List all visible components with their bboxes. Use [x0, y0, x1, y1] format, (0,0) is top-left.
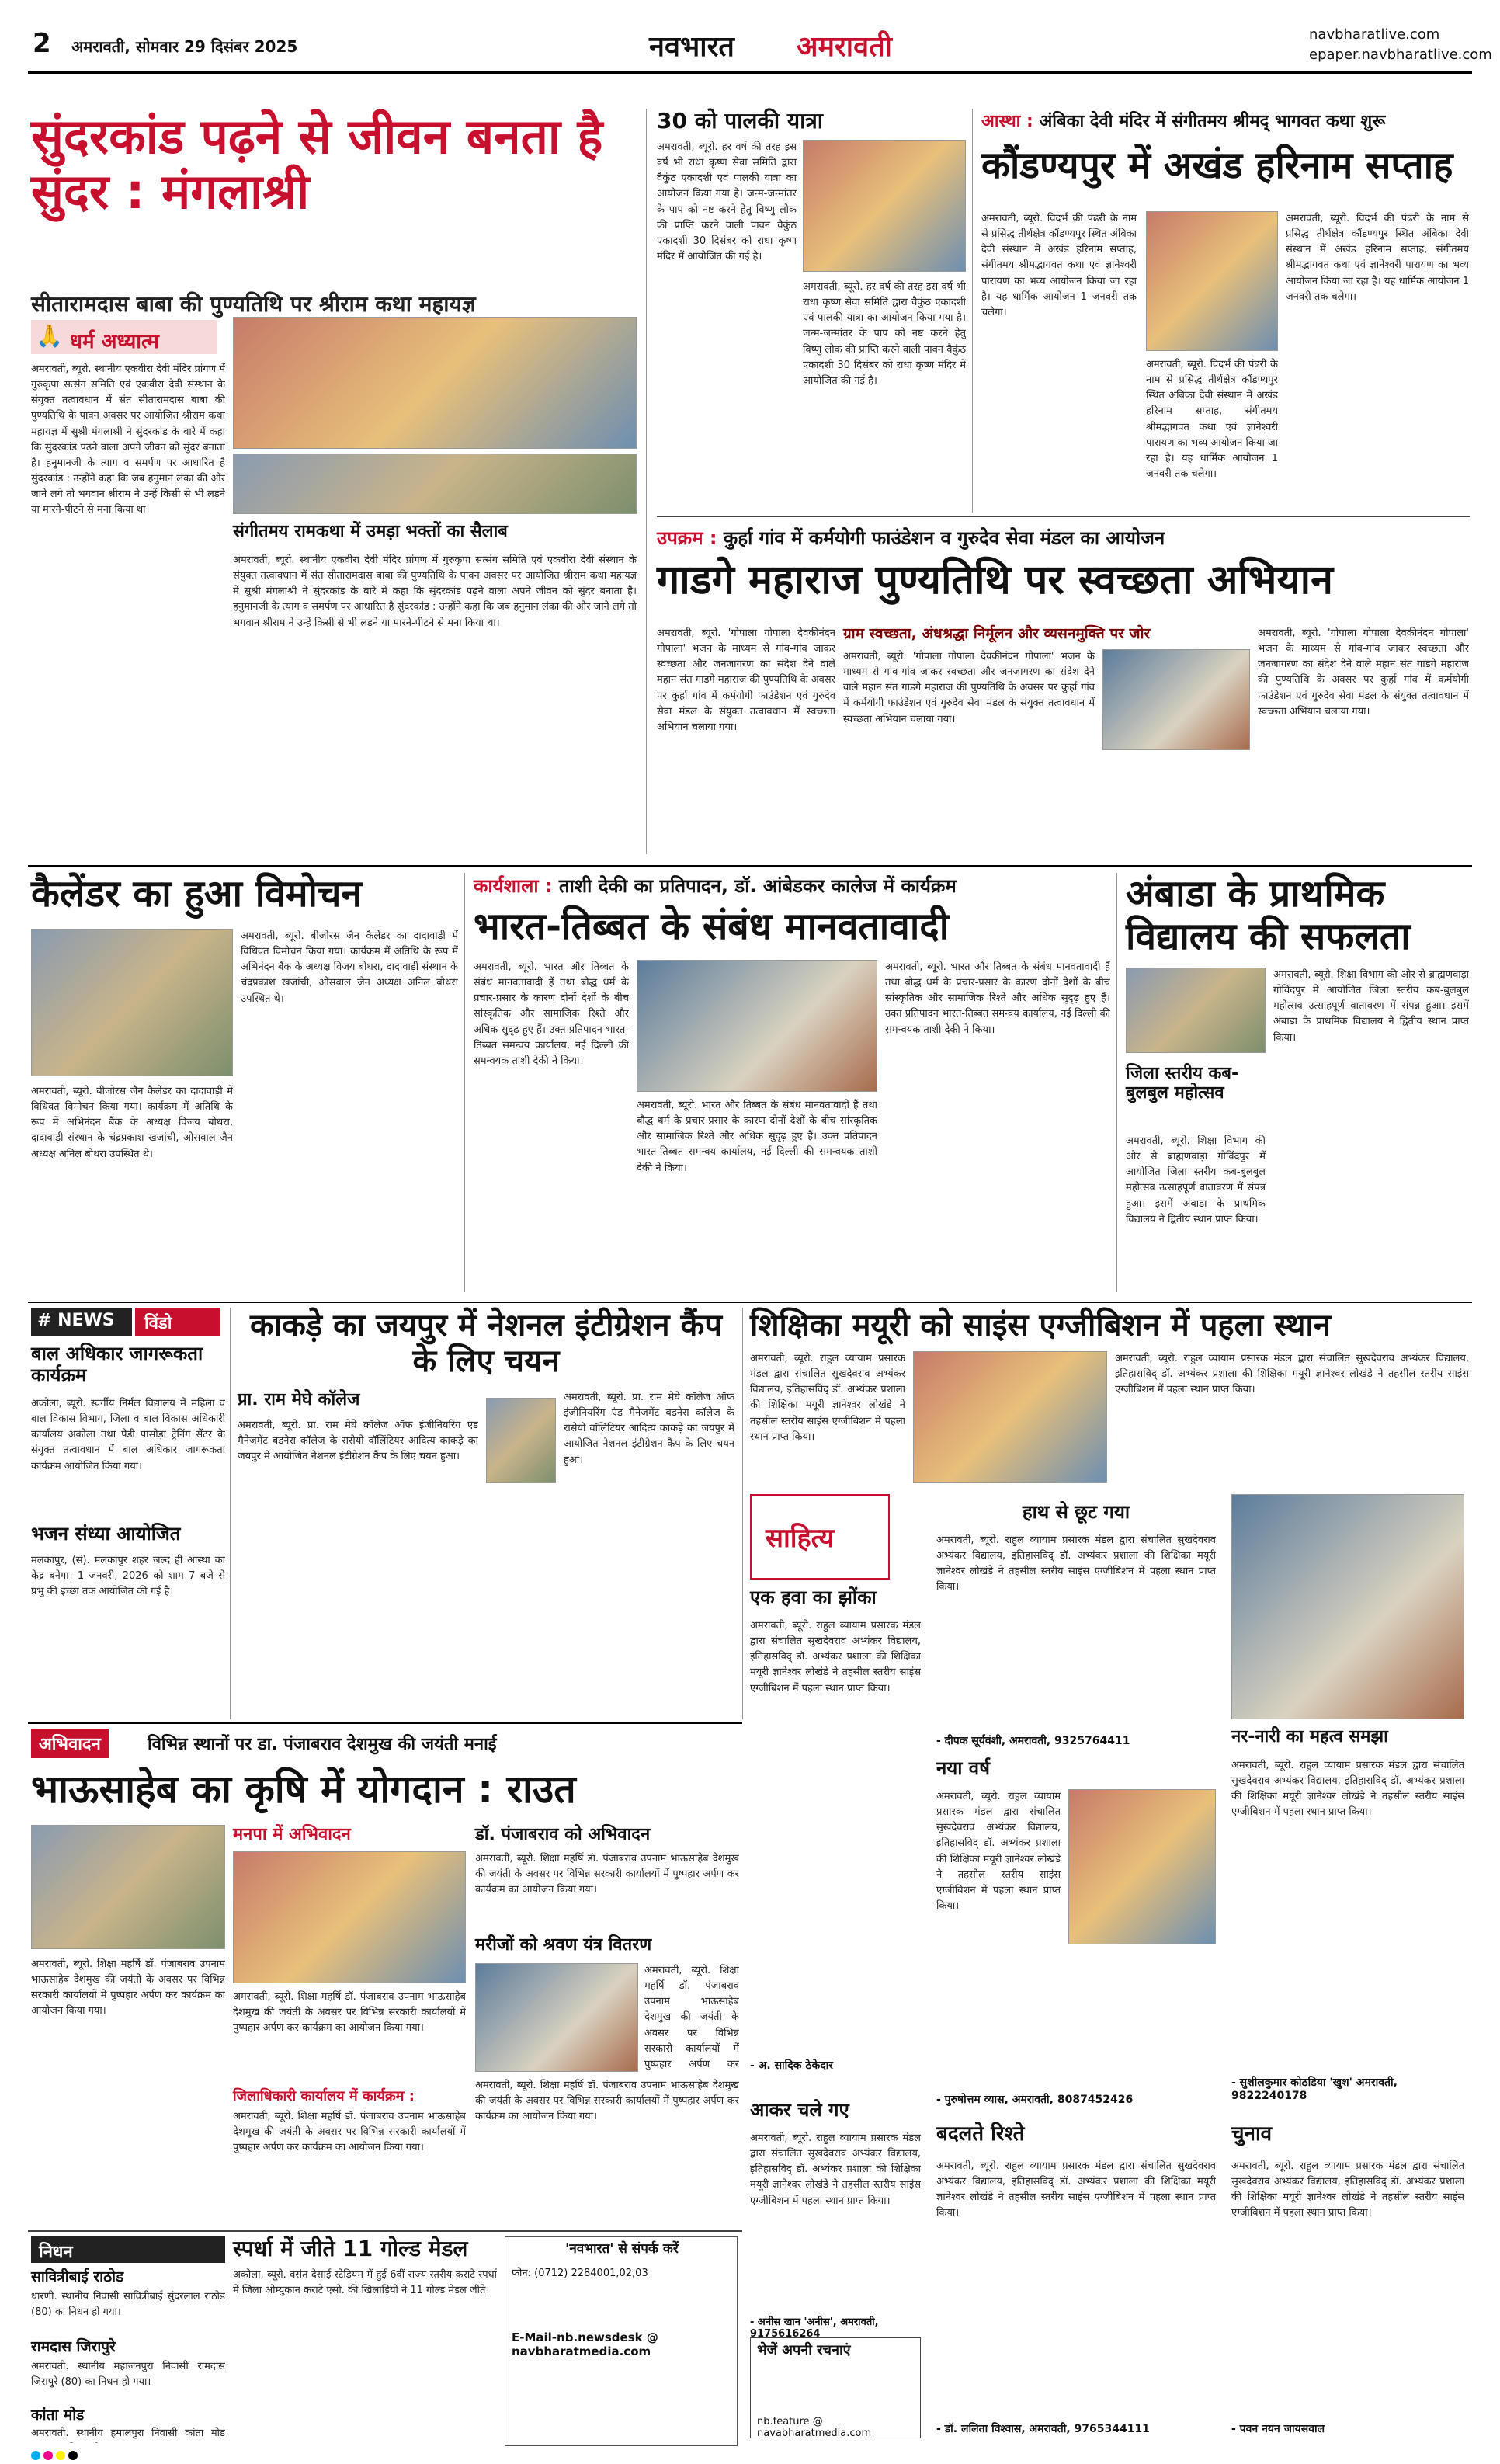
rule	[657, 516, 1470, 517]
rule	[28, 1302, 1472, 1303]
article-body-palki: अमरावती, ब्यूरो. हर वर्ष की तरह इस वर्ष भी राधा कृष्ण सेवा समिति द्वारा वैकुंठ एकादशी एवं पालकी यात्रा का आयोजन किया गया है। जन्म-जन्मांतर के पाप को नष्ट करने हेतु विष्णु लोक की प्राप्ति करने वाली पावन वैकुंठ एकादशी 30 दिसंबर को राधा कृष्ण मंदिर में आयोजित की गई है।	[657, 141, 797, 262]
headline-harinam: कौंडण्यपुर में अखंड हरिनाम सप्ताह	[981, 144, 1453, 187]
sahitya-logo: साहित्य	[750, 1494, 890, 1580]
poem-body-7: अमरावती, ब्यूरो. राहुल व्यायाम प्रसारक मंडल द्वारा संचालित सुखदेवराव अभ्यंकर विद्यालय, इतिहासविद् डॉ. अभ्यंकर प्रशाला की शिक्षिका मयूरी ज्ञानेश्वर लोखंडे ने तहसील स्तरीय साइंस एग्जीबिशन में पहला स्थान प्राप्त किया।	[1231, 2160, 1464, 2219]
news-title-2: भजन संध्या आयोजित	[31, 1523, 181, 1545]
poem-title-5: बदलते रिश्ते	[936, 2122, 1025, 2146]
poem-title-1: एक हवा का झोंका	[750, 1586, 877, 1608]
photo-kakde	[486, 1398, 556, 1483]
contact-phone: फोन: (0712) 2284001,02,03	[512, 2268, 648, 2279]
poem-title-2: हाथ से छूट गया	[1022, 1501, 1130, 1523]
poem-author-7: - पवन नयन जायसवाल	[1231, 2423, 1325, 2435]
poem-author-4: - अनीस खान 'अनीस', अमरावती, 9175616264	[750, 2316, 879, 2340]
article-body-gold-medal: अकोला, ब्यूरो. वसंत देसाई स्टेडियम में हुई 6वीं राज्य स्तरीय कराटे स्पर्धा में जिला ओम्युकान कराटे एसो. की खिलाड़ियों ने 11 गोल्ड मेडल जीते।	[233, 2269, 497, 2297]
photo-radha-krishna	[803, 140, 966, 272]
headline-gadge-maharaj: गाडगे महाराज पुण्यतिथि पर स्वच्छता अभियान	[657, 557, 1333, 603]
poem-title-7: चुनाव	[1231, 2122, 1273, 2146]
article-body-shravan-2: अमरावती, ब्यूरो. शिक्षा महर्षि डॉ. पंजाबराव उपनाम भाऊसाहेब देशमुख की जयंती के अवसर पर विभिन्न सरकारी कार्यालयों में पुष्पहार अर्पण कर कार्यक्रम का आयोजन किया गया।	[475, 2080, 739, 2123]
nidhan-box	[31, 2236, 225, 2446]
article-body-tibbat-2: अमरावती, ब्यूरो. भारत और तिब्बत के संबंध मानवतावादी हैं तथा बौद्ध धर्म के प्रचार-प्रसार के कारण दोनों देशों के बीच सांस्कृतिक और सामाजिक रिश्ते और अधिक सुदृढ़ हुए हैं। उक्त प्रतिपादन भारत-तिब्बत समन्वय कार्यालय, नई दिल्ली की समन्वयक ताशी देकी ने किया।	[637, 1100, 877, 1174]
masthead	[28, 23, 1492, 68]
column-divider	[230, 1308, 231, 1719]
subhead-collectorate: जिलाधिकारी कार्यालय में कार्यक्रम :	[233, 2088, 415, 2104]
obit-name-1: सावित्रीबाई राठोड	[31, 2268, 124, 2285]
poem-author-5: - डॉ. ललिता विश्वास, अमरावती, 9765344111	[936, 2423, 1150, 2435]
photo-deshmukh-2	[233, 1851, 466, 1983]
column-divider	[972, 109, 973, 513]
headline-calendar: कैलेंडर का हुआ विमोचन	[31, 872, 363, 916]
news-window	[31, 1308, 225, 1719]
obit-name-2: रामदास जिरापुरे	[31, 2338, 116, 2355]
article-body-calendar-2: अमरावती, ब्यूरो. बीजोरस जैन कैलेंडर का दादावाड़ी में विधिवत विमोचन किया गया। कार्यक्रम में अतिथि के रूप में अभिनंदन बैंक के अध्यक्ष विजय बोथरा, दादावाड़ी संस्थान के चंद्रप्रकाश खजांची, ओसवाल जैन अध्यक्ष अनिल बोथरा उपस्थित थे।	[241, 930, 458, 1005]
obit-body-2: अमरावती. स्थानीय महाजनपुरा निवासी रामदास जिरापुरे (80) का निधन हो गया।	[31, 2361, 225, 2389]
obit-name-3: कांता मोड	[31, 2407, 85, 2424]
article-body-bhausaheb: अमरावती, ब्यूरो. शिक्षा महर्षि डॉ. पंजाबराव उपनाम भाऊसाहेब देशमुख की जयंती के अवसर पर विभिन्न सरकारी कार्यालयों में पुष्पहार अर्पण कर कार्यक्रम का आयोजन किया गया।	[31, 1958, 225, 2017]
contact-email[interactable]: E-Mail-nb.newsdesk @ navbharatmedia.com	[512, 2330, 658, 2358]
rule	[28, 865, 1472, 867]
photo-hearing-aid	[475, 1963, 638, 2072]
send-rachnaye-box: भेजें अपनी रचनाएं nb.feature @ navabharatmedia.com	[750, 2337, 921, 2438]
article-body-harinam-3: अमरावती, ब्यूरो. विदर्भ की पंढरी के नाम से प्रसिद्ध तीर्थक्षेत्र कौंडण्यपुर स्थित अंबिका देवी संस्थान में अखंड हरिनाम सप्ताह, संगीतमय श्रीमद्भागवत कथा एवं ज्ञानेश्वरी पारायण का भव्य आयोजन किया जा रहा है। यह धार्मिक आयोजन 1 जनवरी तक चलेगा।	[1286, 213, 1469, 303]
headline-bharat-tibbat: भारत-तिब्बत के संबंध मानवतावादी	[474, 905, 950, 948]
column-divider	[464, 873, 465, 1292]
article-body-kakde: अमरावती, ब्यूरो. प्रा. राम मेघे कॉलेज ऑफ इंजीनियरिंग एंड मैनेजमेंट बडनेरा कॉलेज के रासेयो वॉलिंटियर आदित्य काकड़े का जयपुर में आयोजित नेशनल इंटीग्रेशन कैंप के लिए चयन हुआ।	[238, 1420, 478, 1463]
page-date: अमरावती, सोमवार 29 दिसंबर 2025	[71, 37, 298, 56]
news-label: विंडो	[135, 1308, 220, 1336]
kicker-karyashala: कार्यशाला : ताशी देकी का प्रतिपादन, डॉ. आंबेडकर कालेज में कार्यक्रम	[474, 875, 957, 897]
photo-nar-nari-illustration	[1231, 1494, 1464, 1719]
article-body-shravan: अमरावती, ब्यूरो. शिक्षा महर्षि डॉ. पंजाबराव उपनाम भाऊसाहेब देशमुख की जयंती के अवसर पर विभिन्न सरकारी कार्यालयों में पुष्पहार अर्पण कर	[644, 1965, 739, 2070]
poem-title-6: नर-नारी का महत्व समझा	[1231, 1727, 1388, 1746]
article-body-ambada-2: अमरावती, ब्यूरो. शिक्षा विभाग की ओर से ब्राह्मणवाड़ा गोविंदपुर में आयोजित जिला स्तरीय कब-बुलबुल महोत्सव उत्साहपूर्ण वातावरण में संपन्न हुआ। इसमें अंबाडा के प्राथमिक विद्यालय ने द्वितीय स्थान प्राप्त किया।	[1273, 969, 1469, 1044]
poem-author-2: - दीपक सूर्यवंशी, अमरावती, 9325764411	[936, 1735, 1130, 1747]
page-number: 2	[33, 28, 51, 59]
poem-body-4: अमरावती, ब्यूरो. राहुल व्यायाम प्रसारक मंडल द्वारा संचालित सुखदेवराव अभ्यंकर विद्यालय, इतिहासविद् डॉ. अभ्यंकर प्रशाला की शिक्षिका मयूरी ज्ञानेश्वर लोखंडे ने तहसील स्तरीय साइंस एग्जीबिशन में पहला स्थान प्राप्त किया।	[750, 2132, 921, 2207]
caption-ramkatha: संगीतमय रामकथा में उमड़ा भक्तों का सैलाब	[233, 522, 508, 541]
rule	[28, 2230, 742, 2232]
photo-calendar-launch	[31, 929, 233, 1076]
poem-title-4: आकर चले गए	[750, 2099, 849, 2121]
masthead-rule	[28, 71, 1472, 74]
article-body-manpa: अमरावती, ब्यूरो. शिक्षा महर्षि डॉ. पंजाबराव उपनाम भाऊसाहेब देशमुख की जयंती के अवसर पर विभिन्न सरकारी कार्यालयों में पुष्पहार अर्पण कर कार्यक्रम का आयोजन किया गया।	[233, 1991, 466, 2035]
nidhan-title: निधन	[39, 2243, 73, 2262]
headline-gold-medal: स्पर्धा में जीते 11 गोल्ड मेडल	[233, 2236, 468, 2261]
headline-mayuri: शिक्षिका मयूरी को साइंस एग्जीबिशन में पहला स्थान	[750, 1308, 1331, 1343]
photo-tibbat-workshop	[637, 960, 877, 1092]
sahitya-section	[750, 1494, 1470, 2446]
subhead-panjabrao: डॉ. पंजाबराव को अभिवादन	[475, 1825, 651, 1844]
poem-title-3: नया वर्ष	[936, 1757, 991, 1779]
subhead-shravan-yantra: मरीजों को श्रवण यंत्र वितरण	[475, 1935, 652, 1955]
article-body-tibbat-3: अमरावती, ब्यूरो. भारत और तिब्बत के संबंध मानवतावादी हैं तथा बौद्ध धर्म के प्रचार-प्रसार के कारण दोनों देशों के बीच सांस्कृतिक और सामाजिक रिश्ते और अधिक सुदृढ़ हुए हैं। उक्त प्रतिपादन भारत-तिब्बत समन्वय कार्यालय, नई दिल्ली की समन्वयक ताशी देकी ने किया।	[885, 961, 1110, 1036]
subhead-manpa: मनपा में अभिवादन	[233, 1825, 351, 1844]
subhead-gram-swachhata: ग्राम स्वच्छता, अंधश्रद्धा निर्मूलन और व्यसनमुक्ति पर जोर	[843, 625, 1151, 642]
photo-deshmukh-1	[31, 1825, 225, 1949]
poem-body-3: अमरावती, ब्यूरो. राहुल व्यायाम प्रसारक मंडल द्वारा संचालित सुखदेवराव अभ्यंकर विद्यालय, इतिहासविद् डॉ. अभ्यंकर प्रशाला की शिक्षिका मयूरी ज्ञानेश्वर लोखंडे ने तहसील स्तरीय साइंस एग्जीबिशन में पहला स्थान प्राप्त किया।	[936, 1791, 1061, 1912]
article-body-harinam: अमरावती, ब्यूरो. विदर्भ की पंढरी के नाम से प्रसिद्ध तीर्थक्षेत्र कौंडण्यपुर स्थित अंबिका देवी संस्थान में अखंड हरिनाम सप्ताह, संगीतमय श्रीमद्भागवत कथा एवं ज्ञानेश्वरी पारायण का भव्य आयोजन किया जा रहा है। यह धार्मिक आयोजन 1 जनवरी तक चलेगा।	[981, 213, 1137, 318]
contact-title: 'नवभारत' से संपर्क करें	[565, 2241, 679, 2257]
column-divider	[742, 1308, 743, 1719]
poem-body-1: अमरावती, ब्यूरो. राहुल व्यायाम प्रसारक मंडल द्वारा संचालित सुखदेवराव अभ्यंकर विद्यालय, इतिहासविद् डॉ. अभ्यंकर प्रशाला की शिक्षिका मयूरी ज्ञानेश्वर लोखंडे ने तहसील स्तरीय साइंस एग्जीबिशन में पहला स्थान प्राप्त किया।	[750, 1620, 921, 1694]
photo-ramkatha-audience	[233, 454, 637, 514]
poem-author-1: - अ. सादिक ठेकेदार	[750, 2059, 834, 2072]
article-body-ambada: अमरावती, ब्यूरो. शिक्षा विभाग की ओर से ब्राह्मणवाड़ा गोविंदपुर में आयोजित जिला स्तरीय कब-बुलबुल महोत्सव उत्साहपूर्ण वातावरण में संपन्न हुआ। इसमें अंबाडा के प्राथमिक विद्यालय ने द्वितीय स्थान प्राप्त किया।	[1126, 1135, 1266, 1225]
city-name: अमरावती	[797, 31, 892, 63]
article-body-collectorate: अमरावती, ब्यूरो. शिक्षा महर्षि डॉ. पंजाबराव उपनाम भाऊसाहेब देशमुख की जयंती के अवसर पर विभिन्न सरकारी कार्यालयों में पुष्पहार अर्पण कर कार्यक्रम का आयोजन किया गया।	[233, 2111, 466, 2154]
paper-name: नवभारत	[649, 31, 734, 63]
article-body-sundarkand: अमरावती, ब्यूरो. स्थानीय एकवीरा देवी मंदिर प्रांगण में गुरुकृपा सत्संग समिति एवं एकवीरा देवी संस्थान के संयुक्त तत्वावधान में संत सीतारामदास बाबा की पुण्यतिथि के पावन अवसर पर आयोजित श्रीराम कथा महायज्ञ में सुश्री मंगलाश्री ने सुंदरकांड के बारे में कहा कि सुंदरकांड पढ़ने वाला अपने जीवन को सुंदर बनाता है। हनुमानजी के त्याग व समर्पण पर आधारित है सुंदरकांड : उन्होंने कहा कि जब हनुमान लंका की ओर जाने लगे तो भगवान श्रीराम ने उन्हें किसी से भी लड़ने या मारने-पीटने से मना किया था।	[31, 363, 225, 516]
contact-box	[505, 2236, 738, 2446]
news-title-1: बाल अधिकार जागरूकता कार्यक्रम	[31, 1343, 203, 1386]
photo-ambika-devi	[1146, 211, 1278, 351]
epaper-link[interactable]: epaper.navbharatlive.com	[1309, 47, 1492, 63]
photo-swachhata	[1102, 649, 1250, 750]
praying-hands-icon: 🙏	[36, 323, 63, 349]
article-body-harinam-2: अमरावती, ब्यूरो. विदर्भ की पंढरी के नाम से प्रसिद्ध तीर्थक्षेत्र कौंडण्यपुर स्थित अंबिका देवी संस्थान में अखंड हरिनाम सप्ताह, संगीतमय श्रीमद्भागवत कथा एवं ज्ञानेश्वरी पारायण का भव्य आयोजन किया जा रहा है। यह धार्मिक आयोजन 1 जनवरी तक चलेगा।	[1146, 359, 1278, 480]
photo-ambada-school	[1126, 968, 1266, 1053]
article-body-gadge-2: अमरावती, ब्यूरो. 'गोपाला गोपाला देवकीनंदन गोपाला' भजन के माध्यम से गांव-गांव जाकर स्वच्छता और जनजागरण का संदेश देने वाले महान संत गाडगे महाराज की पुण्यतिथि के अवसर पर कुर्हा गांव में कर्मयोगी फाउंडेशन एवं गुरुदेव सेवा मंडल के संयुक्त तत्वावधान में स्वच्छता अभियान चलाया गया।	[843, 651, 1095, 725]
poem-author-3: - पुरुषोत्तम व्यास, अमरावती, 8087452426	[936, 2094, 1134, 2106]
column-divider	[646, 109, 647, 854]
photo-ramkatha-stage	[233, 317, 637, 449]
headline-sundarkand: सुंदरकांड पढ़ने से जीवन बनता है सुंदर : मंगलाश्री	[31, 108, 603, 221]
news-body-2: मलकापुर, (सं). मलकापुर शहर जल्द ही आस्था का केंद्र बनेगा। 1 जनवरी, 2026 को शाम 7 बजे से प्रभु की इच्छा तक आयोजित की गई है।	[31, 1555, 225, 1598]
article-body-tibbat: अमरावती, ब्यूरो. भारत और तिब्बत के संबंध मानवतावादी हैं तथा बौद्ध धर्म के प्रचार-प्रसार के कारण दोनों देशों के बीच सांस्कृतिक और सामाजिक रिश्ते और अधिक सुदृढ़ हुए हैं। उक्त प्रतिपादन भारत-तिब्बत समन्वय कार्यालय, नई दिल्ली की समन्वयक ताशी देकी ने किया।	[474, 961, 629, 1067]
kicker-abhivadan: अभिवादन विभिन्न स्थानों पर डा. पंजाबराव देशमुख की जयंती मनाई	[31, 1729, 738, 1758]
poem-body-2: अमरावती, ब्यूरो. राहुल व्यायाम प्रसारक मंडल द्वारा संचालित सुखदेवराव अभ्यंकर विद्यालय, इतिहासविद् डॉ. अभ्यंकर प्रशाला की शिक्षिका मयूरी ज्ञानेश्वर लोखंडे ने तहसील स्तरीय साइंस एग्जीबिशन में पहला स्थान प्राप्त किया।	[936, 1534, 1216, 1593]
obit-body-1: धारणी. स्थानीय निवासी सावित्रीबाई सुंदरलाल राठोड (80) का निधन हो गया।	[31, 2291, 225, 2319]
article-body-mayuri-2: अमरावती, ब्यूरो. राहुल व्यायाम प्रसारक मंडल द्वारा संचालित सुखदेवराव अभ्यंकर विद्यालय, इतिहासविद् डॉ. अभ्यंकर प्रशाला की शिक्षिका मयूरी ज्ञानेश्वर लोखंडे ने तहसील स्तरीय साइंस एग्जीबिशन में पहला स्थान प्राप्त किया।	[1115, 1353, 1469, 1396]
subhead-sitaramdas: सीतारामदास बाबा की पुण्यतिथि पर श्रीराम कथा महायज्ञ	[31, 291, 476, 317]
article-body-calendar: अमरावती, ब्यूरो. बीजोरस जैन कैलेंडर का दादावाड़ी में विधिवत विमोचन किया गया। कार्यक्रम में अतिथि के रूप में अभिनंदन बैंक के अध्यक्ष विजय बोथरा, दादावाड़ी संस्थान के चंद्रप्रकाश खजांची, ओसवाल जैन अध्यक्ष अनिल बोथरा उपस्थित थे।	[31, 1086, 233, 1160]
poem-body-6: अमरावती, ब्यूरो. राहुल व्यायाम प्रसारक मंडल द्वारा संचालित सुखदेवराव अभ्यंकर विद्यालय, इतिहासविद् डॉ. अभ्यंकर प्रशाला की शिक्षिका मयूरी ज्ञानेश्वर लोखंडे ने तहसील स्तरीय साइंस एग्जीबिशन में पहला स्थान प्राप्त किया।	[1231, 1760, 1464, 1819]
headline-bhausaheb: भाऊसाहेब का कृषि में योगदान : राउत	[31, 1767, 576, 1812]
photo-new-year-illustration	[1068, 1789, 1216, 1944]
photo-science-exhibition	[913, 1351, 1107, 1483]
article-body-gadge-3: अमरावती, ब्यूरो. 'गोपाला गोपाला देवकीनंदन गोपाला' भजन के माध्यम से गांव-गांव जाकर स्वच्छता और जनजागरण का संदेश देने वाले महान संत गाडगे महाराज की पुण्यतिथि के अवसर पर कुर्हा गांव में कर्मयोगी फाउंडेशन एवं गुरुदेव सेवा मंडल के संयुक्त तत्वावधान में स्वच्छता अभियान चलाया गया।	[1258, 627, 1469, 718]
article-body-gadge: अमरावती, ब्यूरो. 'गोपाला गोपाला देवकीनंदन गोपाला' भजन के माध्यम से गांव-गांव जाकर स्वच्छता और जनजागरण का संदेश देने वाले महान संत गाडगे महाराज की पुण्यतिथि के अवसर पर कुर्हा गांव में कर्मयोगी फाउंडेशन एवं गुरुदेव सेवा मंडल के संयुक्त तत्वावधान में स्वच्छता अभियान चलाया गया।	[657, 627, 835, 733]
subhead-cub-bulbul: जिला स्तरीय कब-बुलबुल महोत्सव	[1126, 1064, 1239, 1103]
article-body-kakde-2: अमरावती, ब्यूरो. प्रा. राम मेघे कॉलेज ऑफ इंजीनियरिंग एंड मैनेजमेंट बडनेरा कॉलेज के रासेयो वॉलिंटियर आदित्य काकड़े का जयपुर में आयोजित नेशनल इंटीग्रेशन कैंप के लिए चयन हुआ।	[564, 1392, 734, 1466]
rule	[28, 1722, 742, 1724]
poem-body-5: अमरावती, ब्यूरो. राहुल व्यायाम प्रसारक मंडल द्वारा संचालित सुखदेवराव अभ्यंकर विद्यालय, इतिहासविद् डॉ. अभ्यंकर प्रशाला की शिक्षिका मयूरी ज्ञानेश्वर लोखंडे ने तहसील स्तरीय साइंस एग्जीबिशन में पहला स्थान प्राप्त किया।	[936, 2160, 1216, 2219]
section-tag: 🙏 धर्म अध्यात्म	[31, 320, 217, 354]
headline-kakde: काकड़े का जयपुर में नेशनल इंटीग्रेशन कैंप के लिए चयन	[250, 1308, 722, 1379]
headline-ambada: अंबाडा के प्राथमिक विद्यालय की सफलता	[1126, 872, 1411, 959]
send-email-link[interactable]: nb.feature @ navabharatmedia.com	[757, 2416, 872, 2439]
news-body-1: अकोला, ब्यूरो. स्वर्गीय निर्मल विद्यालय में महिला व बाल विकास विभाग, जिला व बाल विकास अधिकारी कार्यालय अकोला तथा पैडी पासोड़ा ट्रेनिंग सेंटर के संयुक्त तत्वावधान में बाल अधिकार जागरूकता कार्यक्रम आयोजित किया गया।	[31, 1398, 225, 1472]
article-body-palki-2: अमरावती, ब्यूरो. हर वर्ष की तरह इस वर्ष भी राधा कृष्ण सेवा समिति द्वारा वैकुंठ एकादशी एवं पालकी यात्रा का आयोजन किया गया है। जन्म-जन्मांतर के पाप को नष्ट करने हेतु विष्णु लोक की प्राप्ति करने वाली पावन वैकुंठ एकादशी 30 दिसंबर को राधा कृष्ण मंदिर में आयोजित की गई है।	[803, 281, 966, 387]
article-body-mayuri: अमरावती, ब्यूरो. राहुल व्यायाम प्रसारक मंडल द्वारा संचालित सुखदेवराव अभ्यंकर विद्यालय, इतिहासविद् डॉ. अभ्यंकर प्रशाला की शिक्षिका मयूरी ज्ञानेश्वर लोखंडे ने तहसील स्तरीय साइंस एग्जीबिशन में पहला स्थान प्राप्त किया।	[750, 1353, 905, 1443]
kicker-kaundanyapur: आस्था : अंबिका देवी मंदिर में संगीतमय श्रीमद् भागवत कथा शुरू	[981, 112, 1386, 131]
registration-marks	[31, 2451, 1467, 2462]
column-divider	[1116, 873, 1117, 1292]
news-tag: # NEWS	[31, 1308, 132, 1336]
kicker-kurha: उपक्रम : कुर्हा गांव में कर्मयोगी फाउंडेशन व गुरुदेव सेवा मंडल का आयोजन	[657, 527, 1165, 549]
website-link[interactable]: navbharatlive.com	[1309, 26, 1440, 43]
obit-body-3: अमरावती. स्थानीय हमालपुरा निवासी कांता मोड	[31, 2428, 225, 2439]
article-body-ramkatha-2: अमरावती, ब्यूरो. स्थानीय एकवीरा देवी मंदिर प्रांगण में गुरुकृपा सत्संग समिति एवं एकवीरा देवी संस्थान के संयुक्त तत्वावधान में संत सीतारामदास बाबा की पुण्यतिथि के पावन अवसर पर आयोजित श्रीराम कथा महायज्ञ में सुश्री मंगलाश्री ने सुंदरकांड के बारे में कहा कि सुंदरकांड पढ़ने वाला अपने जीवन को सुंदर बनाता है। हनुमानजी के त्याग व समर्पण पर आधारित है सुंदरकांड : उन्होंने कहा कि जब हनुमान लंका की ओर जाने लगे तो भगवान श्रीराम ने उन्हें किसी से भी लड़ने या मारने-पीटने से मना किया था।	[233, 554, 637, 629]
article-body-panjabrao: अमरावती, ब्यूरो. शिक्षा महर्षि डॉ. पंजाबराव उपनाम भाऊसाहेब देशमुख की जयंती के अवसर पर विभिन्न सरकारी कार्यालयों में पुष्पहार अर्पण कर कार्यक्रम का आयोजन किया गया।	[475, 1853, 739, 1896]
subhead-ram-meghe: प्रा. राम मेघे कॉलेज	[238, 1390, 360, 1409]
poem-author-6: - सुशीलकुमार कोठडिया 'खुश' अमरावती, 9822240178	[1231, 2077, 1398, 2102]
headline-palki: 30 को पालकी यात्रा	[657, 108, 824, 134]
